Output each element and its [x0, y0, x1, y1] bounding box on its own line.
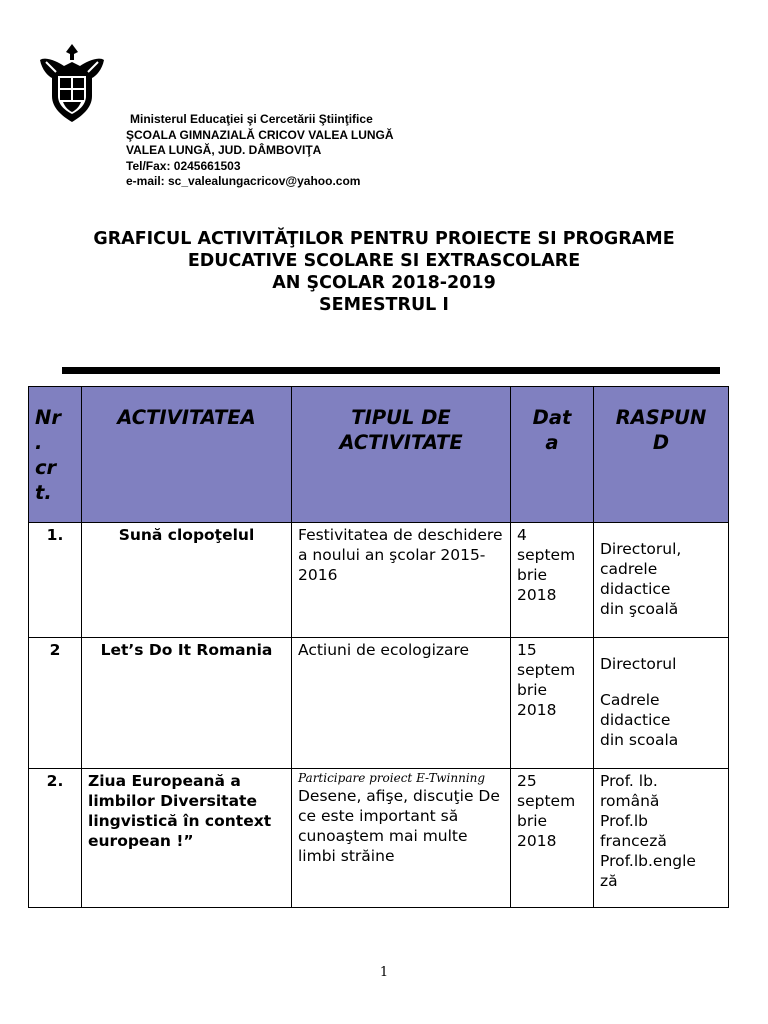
ministry-name: Ministerul Educaţiei şi Cercetării Ştiinţifice — [130, 112, 373, 126]
header-tipul: TIPUL DE ACTIVITATE — [292, 387, 511, 523]
document-title — [0, 228, 768, 316]
table-row — [29, 638, 729, 769]
school-header — [126, 112, 394, 190]
activity-responsible: Directorul Cadrele didactice din scoala — [594, 638, 729, 769]
school-phone: Tel/Fax: 0245661503 — [126, 158, 241, 173]
activity-responsible: Prof. lb. română Prof.lb franceză Prof.lb.engle ză — [594, 769, 729, 908]
title-line-1: GRAFICUL ACTIVITĂŢILOR PENTRU PROIECTE SI PROGRAME — [93, 229, 675, 249]
school-name: ŞCOALA GIMNAZIALĂ CRICOV VALEA LUNGĂ — [126, 127, 394, 142]
header-activitatea: ACTIVITATEA — [82, 387, 292, 523]
school-address: VALEA LUNGĂ, JUD. DÂMBOVIŢA — [126, 143, 322, 157]
title-line-4: SEMESTRUL I — [319, 295, 449, 315]
horizontal-divider — [62, 367, 720, 374]
header-raspund: RASPUN D — [594, 387, 729, 523]
activity-name: Sună clopoţelul — [82, 523, 292, 638]
activity-type: Participare proiect E-Twinning Desene, afişe, discuţie De ce este important să cunoaştem mai multe limbi străine — [292, 769, 511, 908]
activity-name: Ziua Europeană a limbilor Diversitate lingvistică în context european !” — [82, 769, 292, 908]
activity-name: Let’s Do It Romania — [82, 638, 292, 769]
school-email: e-mail: sc_valealungacricov@yahoo.com — [126, 174, 361, 188]
activities-table — [28, 386, 729, 908]
title-line-2: EDUCATIVE SCOLARE SI EXTRASCOLARE — [187, 251, 581, 271]
activity-responsible: Directorul, cadrele didactice din şcoală — [594, 523, 729, 638]
row-number: 2. — [29, 769, 82, 908]
activity-date: 15 septem brie 2018 — [511, 638, 594, 769]
header-data: Dat a — [511, 387, 594, 523]
activity-type: Actiuni de ecologizare — [292, 638, 511, 769]
table-header-row — [29, 387, 729, 523]
activity-type-note: Participare proiect E-Twinning — [298, 771, 486, 785]
activity-date: 4 septem brie 2018 — [511, 523, 594, 638]
page-number: 1 — [379, 965, 389, 980]
row-number: 2 — [29, 638, 82, 769]
header-nr: Nr . cr t. — [29, 387, 82, 523]
title-line-3: AN ŞCOLAR 2018-2019 — [272, 273, 496, 293]
row-number: 1. — [29, 523, 82, 638]
table-row — [29, 769, 729, 908]
coat-of-arms-icon — [36, 42, 108, 124]
table-row — [29, 523, 729, 638]
activity-type: Festivitatea de deschidere a noului an şcolar 2015-2016 — [292, 523, 511, 638]
activity-date: 25 septem brie 2018 — [511, 769, 594, 908]
